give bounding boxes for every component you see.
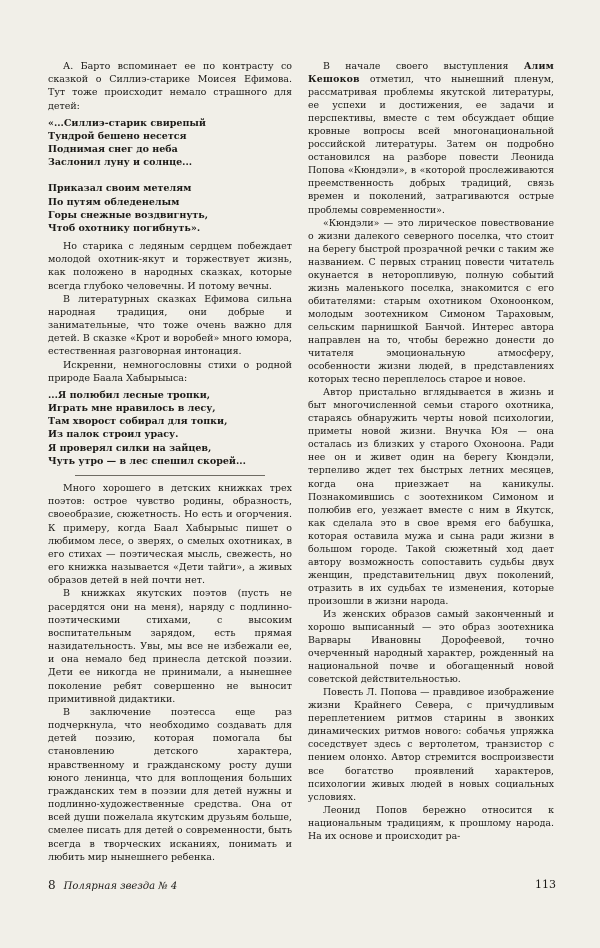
- verse-line: Я проверял силки на зайцев,: [48, 442, 212, 454]
- verse-line: Приказал своим метелям: [48, 183, 192, 195]
- paragraph: «Кюндэли» — это лирическое повествование о жизни далекого северного поселка, что стоит на берегу быстрой прозрачной речки с таким же названием. С первых страниц повести читатель окунается в неторопливую, полную событий жизнь маленького поселка, знакомится с его обитателями: старым охотником Охоноонком, молодым зоотехником Симоном Тараховым, сельским парнишкой Банчой. Интерес автора направлен на то, чтобы бережно донести до читателя эмоциональную атмосферу, особенности жизни людей, в представлениях которых тесно переплелось старое и новое.: [308, 217, 554, 386]
- paragraph: Много хорошего в детских книжках трех поэтов: острое чувство родины, образность, своеобразие, сюжетность. Но есть и огорчения. К примеру, когда Баал Хабырыыс пишет о любимом лесе, о зверях, о смелых охотниках, в его стихах — поэтическая мысль, свежесть, но его книжка называется «Дети тайги», а живых образов детей в ней почти нет.: [48, 482, 292, 587]
- page-number: 113: [535, 878, 556, 891]
- paragraph: Но старика с ледяным сердцем побеждает молодой охотник-якут и торжествует жизнь, как положено в народных сказках, которые всегда глубоко человечны. И потому вечны.: [48, 241, 292, 292]
- verse-line: Тундрой бешено несется: [48, 130, 187, 142]
- paragraph: Из женских образов самый законченный и хорошо выписанный — это образ зоотехника Варвары Ивановны Дорофеевой, точно очерченный народный характер, рожденный на национальной почве и обогащенный новой советской действительностью.: [308, 608, 554, 686]
- paragraph: Леонид Попов бережно относится к национальным традициям, к прошлому народа. На их основе и происходит ра-: [308, 804, 554, 842]
- verse-line: Чуть утро — в лес спешил скорей...: [48, 455, 246, 467]
- verse-line: «...Силлиэ-старик свирепый: [48, 117, 206, 129]
- paragraph: Искренни, немногословны стихи о родной природе Баала Хабырыыса:: [48, 359, 292, 384]
- paragraph: В заключение поэтесса еще раз подчеркнула, что необходимо создавать для детей поэзию, которая помогала бы становлению детского характера, нравственному и гражданскому росту души юного ленинца, что для воплощения больших гражданских тем в поэзии для детей нужны и подлинно-художественные средства. Она от всей души пожелала якутским друзьям больше, смелее писать для детей о современности, быть всегда в творческих исканиях, понимать и любить мир нынешнего ребенка.: [48, 706, 292, 863]
- verse-line: Из палок строил урасу.: [48, 429, 179, 441]
- verse-line: По путям обледенелым: [48, 196, 180, 208]
- verse-block: [48, 389, 292, 468]
- paragraph: Автор пристально вглядывается в жизнь и быт многочисленной семьи старого охотника, стараясь обнаружить черты новой психологии, приметы новой жизни. Внучка Юя — она осталась из близких у старого Охоноона. Ради нее он и живет один на берегу Кюндэли, терпеливо ждет тех быстрых летних месяцев, когда она приезжает на каникулы. Познакомившись с зоотехником Симоном и полюбив его, уезжает вместе с ним в Якутск, как сделала это в свое время его бабушка, которая оставила мужа и сына ради жизни в большом городе. Такой сюжетный ход дает автору возможность сопоставить судьбы двух женщин, представительниц двух поколений, отразить в их судьбах те изменения, которые произошли в жизни народа.: [308, 387, 554, 607]
- signature-number: 8: [48, 878, 56, 892]
- verse-line: Заслонил луну и солнце...: [48, 157, 193, 169]
- paragraph: А. Барто вспоминает ее по контрасту со сказкой о Силлиэ-старике Моисея Ефимова. Тут тоже происходит немало страшного для детей:: [48, 61, 292, 112]
- paragraph-body: отметил, что нынешний пленум, рассматривая проблемы якутской литературы, ее успехи и достижения, ее задачи и перспективы, вместе с тем обсуждает общие кровные вопросы всей многонациональной российской литературы. Затем он подробно остановился на разборе повести Леонида Попова «Кюндэли», в «которой прослеживаются преемственность добрых традиций, связь времен и поколений, затрагиваются острые проблемы современности».: [308, 74, 554, 216]
- verse-line: Там хворост собирал для топки,: [48, 416, 228, 428]
- section-divider: [75, 475, 265, 476]
- footer-signature: [48, 878, 177, 892]
- paragraph-lead: В начале своего выступления: [323, 61, 509, 72]
- right-column: [308, 60, 554, 843]
- verse-line: Чтоб охотнику погибнуть».: [48, 222, 201, 234]
- verse-line: Поднимая снег до неба: [48, 144, 178, 156]
- journal-title: Полярная звезда № 4: [63, 881, 178, 892]
- left-column: [48, 60, 292, 864]
- verse-line: Играть мне нравилось в лесу,: [48, 403, 216, 415]
- verse-line: Горы снежные воздвигнуть,: [48, 209, 209, 221]
- paragraph: Повесть Л. Попова — правдивое изображение жизни Крайнего Севера, с причудливым переплетением ритмов старины в звонких динамических ритмов нового: собачья упряжка соседствует здесь с вертолетом, транзистор с пением олонхо. Автор стремится воспроизвести все богатство проявлений характеров, психологии живых людей в новых социальных условиях.: [308, 687, 554, 803]
- paragraph: В книжках якутских поэтов (пусть не расердятся они на меня), наряду с подлинно-поэтическими стихами, с высоким воспитательным зарядом, есть прямая назидательность. Увы, мы все не избежали ее, и она немало бед принесла детской поэзии. Дети ее никогда не принимали, а нынешнее поколение ребят совершенно не выносит примитивной дидактики.: [48, 588, 292, 705]
- paragraph: В литературных сказках Ефимова сильна народная традиция, они добрые и занимательные, что тоже очень важно для детей. В сказке «Крот и воробей» много юмора, естественная разговорная интонация.: [48, 293, 292, 358]
- speaker-name: Алим Кешоков: [308, 61, 554, 86]
- paragraph: [308, 60, 554, 217]
- verse-block: [48, 117, 292, 235]
- verse-line: ...Я полюбил лесные тропки,: [48, 389, 211, 401]
